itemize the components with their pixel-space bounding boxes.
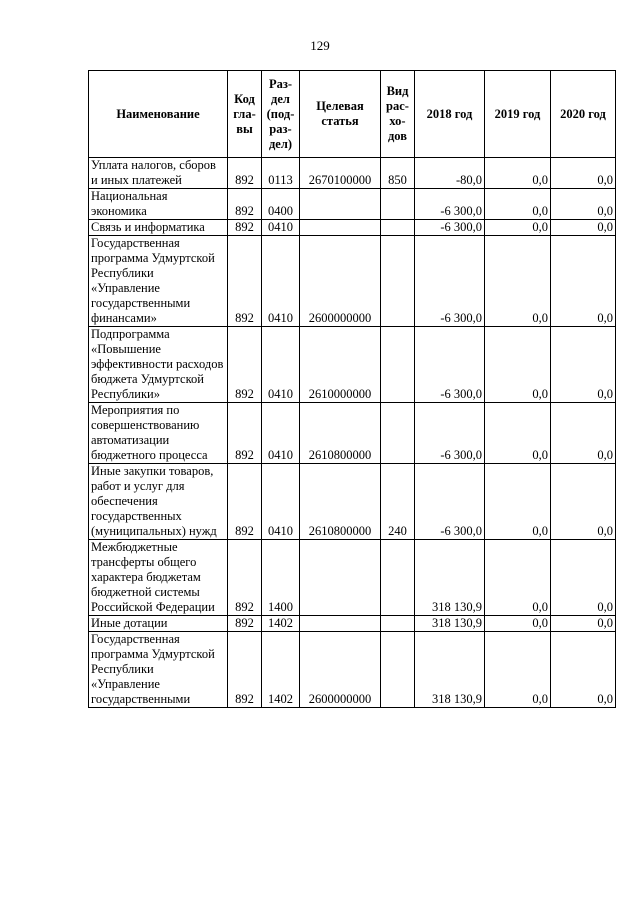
row-name: Государственная программа Удмуртской Республики «Управление государственными bbox=[89, 632, 228, 708]
row-type: 850 bbox=[381, 158, 415, 189]
row-type: 240 bbox=[381, 464, 415, 540]
row-type bbox=[381, 220, 415, 236]
budget-table bbox=[88, 70, 616, 708]
row-section: 0410 bbox=[262, 327, 300, 403]
row-type bbox=[381, 327, 415, 403]
row-type bbox=[381, 632, 415, 708]
row-2018: 318 130,9 bbox=[415, 540, 485, 616]
row-section: 0400 bbox=[262, 189, 300, 220]
table-row bbox=[89, 220, 616, 236]
row-code: 892 bbox=[228, 464, 262, 540]
row-code: 892 bbox=[228, 327, 262, 403]
row-name: Уплата налогов, сборов и иных платежей bbox=[89, 158, 228, 189]
row-code: 892 bbox=[228, 236, 262, 327]
table-row bbox=[89, 189, 616, 220]
row-code: 892 bbox=[228, 616, 262, 632]
row-type bbox=[381, 540, 415, 616]
row-2020: 0,0 bbox=[551, 540, 616, 616]
header-expense-type: Вид рас-хо-дов bbox=[381, 71, 415, 158]
row-type bbox=[381, 616, 415, 632]
row-code: 892 bbox=[228, 158, 262, 189]
row-name: Национальная экономика bbox=[89, 189, 228, 220]
row-2018: -6 300,0 bbox=[415, 464, 485, 540]
row-code: 892 bbox=[228, 403, 262, 464]
row-section: 0410 bbox=[262, 220, 300, 236]
row-2018: -6 300,0 bbox=[415, 403, 485, 464]
header-target-article: Целевая статья bbox=[300, 71, 381, 158]
row-2020: 0,0 bbox=[551, 403, 616, 464]
row-article: 2670100000 bbox=[300, 158, 381, 189]
row-section: 1402 bbox=[262, 616, 300, 632]
row-section: 0113 bbox=[262, 158, 300, 189]
row-code: 892 bbox=[228, 632, 262, 708]
row-2019: 0,0 bbox=[485, 220, 551, 236]
header-name: Наименование bbox=[89, 71, 228, 158]
row-2020: 0,0 bbox=[551, 189, 616, 220]
row-2018: -6 300,0 bbox=[415, 327, 485, 403]
header-2019: 2019 год bbox=[485, 71, 551, 158]
row-2020: 0,0 bbox=[551, 616, 616, 632]
row-name: Мероприятия по совершенствованию автоматизации бюджетного процесса bbox=[89, 403, 228, 464]
row-2019: 0,0 bbox=[485, 616, 551, 632]
row-name: Подпрограмма «Повышение эффективности расходов бюджета Удмуртской Республики» bbox=[89, 327, 228, 403]
table-row bbox=[89, 158, 616, 189]
row-article bbox=[300, 616, 381, 632]
row-2019: 0,0 bbox=[485, 189, 551, 220]
table-row bbox=[89, 616, 616, 632]
row-section: 0410 bbox=[262, 464, 300, 540]
row-name: Государственная программа Удмуртской Республики «Управление государственными финансами» bbox=[89, 236, 228, 327]
header-2020: 2020 год bbox=[551, 71, 616, 158]
row-2018: -80,0 bbox=[415, 158, 485, 189]
row-name: Межбюджетные трансферты общего характера бюджетам бюджетной системы Российской Федерации bbox=[89, 540, 228, 616]
table-row bbox=[89, 327, 616, 403]
row-article bbox=[300, 220, 381, 236]
row-2019: 0,0 bbox=[485, 236, 551, 327]
table-row bbox=[89, 464, 616, 540]
row-section: 0410 bbox=[262, 236, 300, 327]
row-2020: 0,0 bbox=[551, 236, 616, 327]
row-2020: 0,0 bbox=[551, 632, 616, 708]
row-2018: -6 300,0 bbox=[415, 236, 485, 327]
row-code: 892 bbox=[228, 540, 262, 616]
table-row bbox=[89, 540, 616, 616]
row-article: 2600000000 bbox=[300, 632, 381, 708]
row-section: 1402 bbox=[262, 632, 300, 708]
row-type bbox=[381, 236, 415, 327]
row-2019: 0,0 bbox=[485, 158, 551, 189]
row-2019: 0,0 bbox=[485, 632, 551, 708]
row-2019: 0,0 bbox=[485, 327, 551, 403]
table-row bbox=[89, 632, 616, 708]
row-2018: 318 130,9 bbox=[415, 616, 485, 632]
row-article bbox=[300, 540, 381, 616]
header-chapter-code: Код гла-вы bbox=[228, 71, 262, 158]
row-2020: 0,0 bbox=[551, 464, 616, 540]
row-article: 2610000000 bbox=[300, 327, 381, 403]
row-2019: 0,0 bbox=[485, 540, 551, 616]
row-2018: 318 130,9 bbox=[415, 632, 485, 708]
row-section: 1400 bbox=[262, 540, 300, 616]
row-2020: 0,0 bbox=[551, 327, 616, 403]
row-2018: -6 300,0 bbox=[415, 220, 485, 236]
row-2018: -6 300,0 bbox=[415, 189, 485, 220]
row-article: 2610800000 bbox=[300, 403, 381, 464]
row-code: 892 bbox=[228, 189, 262, 220]
row-2019: 0,0 bbox=[485, 403, 551, 464]
page-number: 129 bbox=[310, 38, 330, 53]
row-type bbox=[381, 189, 415, 220]
header-section: Раз-дел (под-раз-дел) bbox=[262, 71, 300, 158]
row-code: 892 bbox=[228, 220, 262, 236]
table-row bbox=[89, 403, 616, 464]
row-2020: 0,0 bbox=[551, 158, 616, 189]
row-2019: 0,0 bbox=[485, 464, 551, 540]
header-2018: 2018 год bbox=[415, 71, 485, 158]
row-article: 2610800000 bbox=[300, 464, 381, 540]
row-article: 2600000000 bbox=[300, 236, 381, 327]
row-section: 0410 bbox=[262, 403, 300, 464]
row-name: Связь и информатика bbox=[89, 220, 228, 236]
header-row bbox=[89, 71, 616, 158]
row-name: Иные закупки товаров, работ и услуг для обеспечения государственных (муниципальных) нужд bbox=[89, 464, 228, 540]
table-row bbox=[89, 236, 616, 327]
row-type bbox=[381, 403, 415, 464]
row-article bbox=[300, 189, 381, 220]
row-name: Иные дотации bbox=[89, 616, 228, 632]
row-2020: 0,0 bbox=[551, 220, 616, 236]
